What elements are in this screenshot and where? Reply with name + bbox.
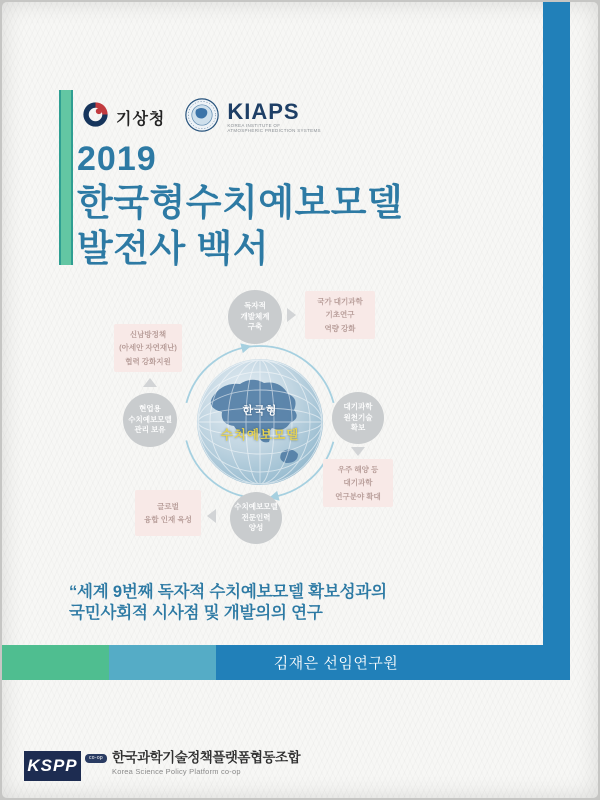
author-name: 김재은 선임연구원: [273, 655, 399, 672]
globe-label: [194, 356, 326, 488]
box-line: (아세안 자연재난): [119, 343, 177, 353]
header-logos: [82, 97, 321, 137]
box-line: 기초연구: [325, 310, 355, 320]
kiaps-logo: [185, 98, 320, 137]
node-line: 양성: [248, 523, 264, 533]
kiaps-emblem-icon: [185, 98, 219, 137]
node-line: 개발체계: [240, 311, 270, 321]
publisher-names: [112, 751, 300, 775]
kiaps-subtitle-line1: KOREA INSTITUTE OF: [227, 122, 281, 128]
node-line: 대기과학: [343, 401, 373, 411]
node-operational-model: [123, 393, 177, 447]
arrow-up-icon: [143, 378, 157, 387]
arrow-right-icon: [287, 308, 296, 322]
title-line2: 발전사 백서: [77, 228, 269, 269]
right-accent-stripe: [543, 2, 570, 680]
node-line: 확보: [350, 423, 366, 433]
node-line: 현업용: [139, 403, 161, 413]
kma-taegeuk-icon: [82, 101, 109, 133]
banner-lightblue-segment: [109, 645, 216, 680]
box-line: 협력 강화지원: [125, 356, 171, 366]
kiaps-logo-label: KIAPS: [227, 98, 300, 124]
quote-line2: 국민사회적 시사점 및 개발의의 연구: [69, 603, 323, 622]
box-southern-policy: [114, 324, 182, 372]
kma-logo: [82, 101, 165, 133]
node-line: 독자적: [244, 300, 266, 310]
globe-label-line2: 수치예보모델: [220, 427, 300, 442]
box-national-research: [305, 291, 375, 339]
banner-green-segment: [2, 645, 109, 680]
box-line: 연구분야 확대: [335, 491, 381, 501]
arrow-down-icon: [351, 447, 365, 456]
kiaps-logo-text: [227, 98, 321, 134]
title-year: 2019: [77, 140, 157, 178]
node-line: 수치예보모델: [234, 501, 278, 511]
publisher-footer: [24, 751, 300, 781]
box-global-talent: [135, 490, 201, 536]
author-banner: [2, 645, 570, 680]
arrow-left-icon: [207, 509, 216, 523]
box-line: 우주 해양 등: [337, 464, 379, 474]
quote-line1: “세계 9번째 독자적 수치예보모델 확보성과의: [69, 583, 387, 601]
coop-badge: co-op: [85, 754, 107, 763]
node-core-technology: [332, 392, 384, 444]
title-accent-bar: [59, 90, 73, 265]
box-line: 국가 대기과학: [317, 296, 363, 306]
box-line: 글로벌: [157, 501, 179, 511]
kspp-logo: KSPP: [24, 751, 81, 781]
node-line: 관리 보유: [134, 425, 166, 435]
box-line: 신남방정책: [129, 329, 167, 339]
globe-label-line1: 한국형: [242, 404, 278, 417]
box-line: 융합 인재 육성: [144, 515, 192, 524]
box-line: 역량 강화: [324, 323, 356, 333]
node-line: 수치예보모델: [128, 414, 172, 424]
title-line1: 한국형수치예보모델: [77, 182, 404, 223]
publisher-name-korean: 한국과학기술정책플랫폼협동조합: [112, 750, 301, 765]
node-experts-training: [230, 492, 282, 544]
book-cover-page: [2, 2, 598, 798]
report-title: [77, 142, 403, 276]
globe-icon: [194, 356, 326, 488]
node-line: 전문인력: [241, 512, 271, 522]
node-line: 원천기술: [343, 412, 373, 422]
box-research-expansion: [323, 459, 393, 507]
publisher-name-english: Korea Science Policy Platform co-op: [112, 766, 241, 776]
subtitle-quote: [69, 582, 387, 623]
node-independent-dev-system: [228, 290, 282, 344]
kma-logo-label: 기상청: [116, 110, 166, 128]
box-line: 대기과학: [343, 478, 373, 488]
node-line: 구축: [247, 322, 263, 332]
kiaps-subtitle-line2: ATMOSPHERIC PREDICTION SYSTEMS: [227, 128, 321, 133]
